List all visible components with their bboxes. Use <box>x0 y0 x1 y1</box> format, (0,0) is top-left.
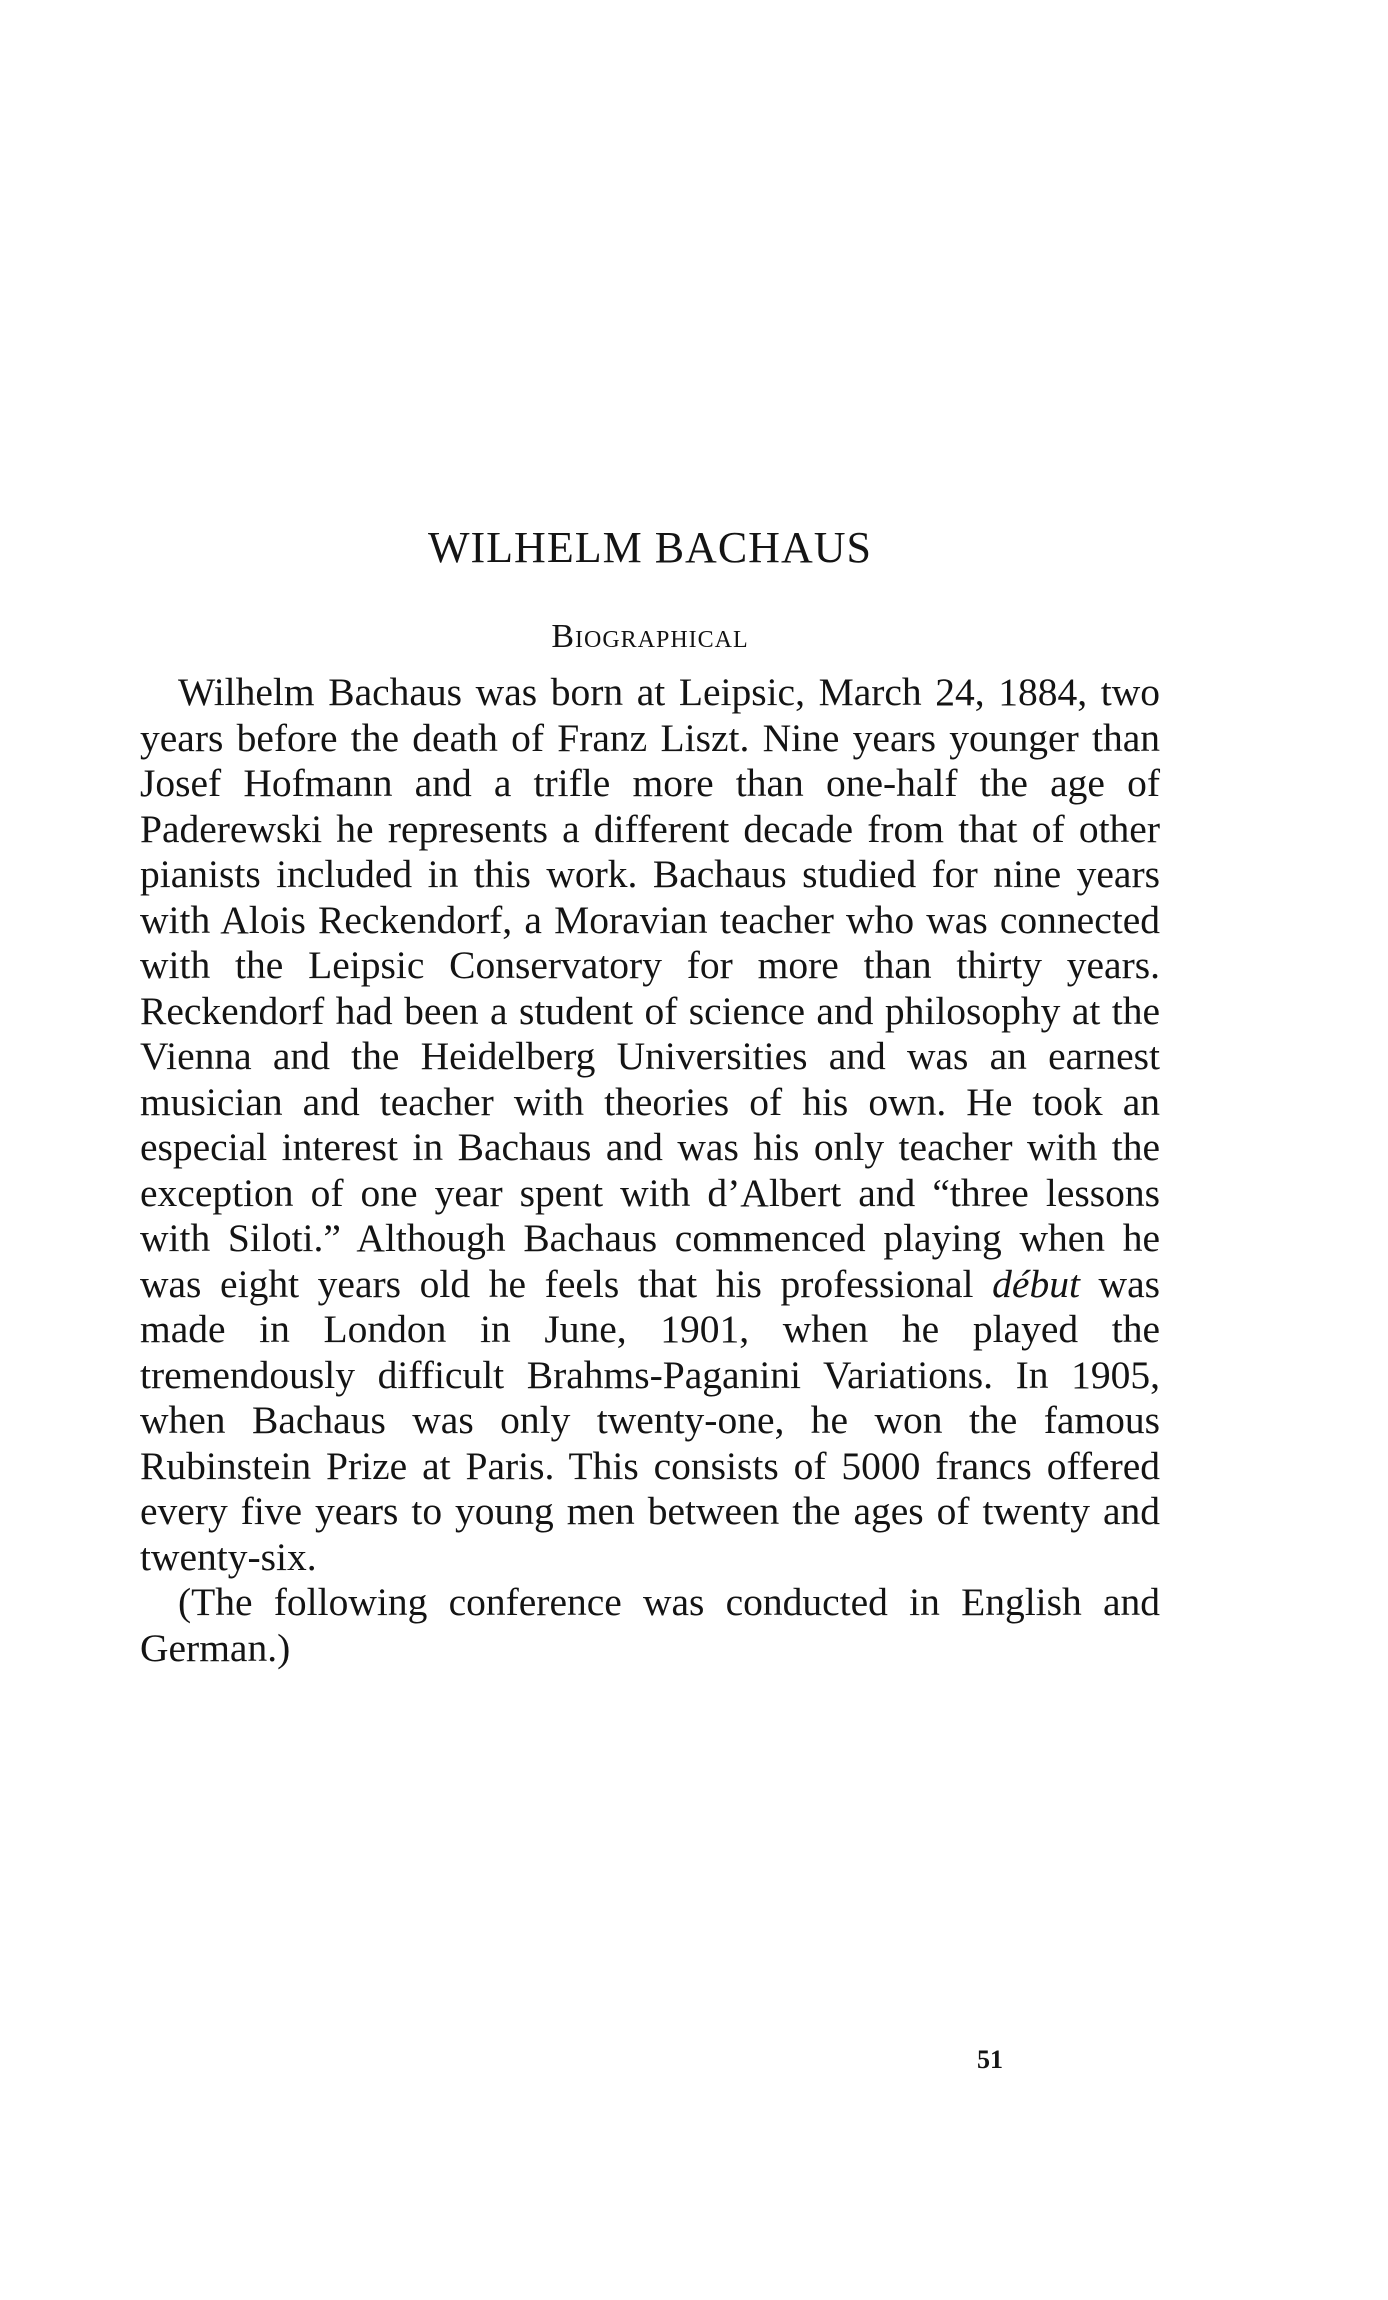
chapter-subtitle: Biographical <box>551 618 749 655</box>
body-text <box>140 670 1160 1671</box>
paragraph-biography-text-start: Wilhelm Bachaus was born at Leipsic, March 24, 1884, two years before the death of Franz Liszt. Nine years younger than Josef Hofmann and a trifle more than one-half the age of Paderewski he represents a different decade from that of other pianists included in this work. Bachaus studied for nine years with Alois Reckendorf, a Moravian teacher who was connected with the Leipsic Conservatory for more than thirty years. Reckendorf had been a student of science and philosophy at the Vienna and the Heidelberg Universities and was an earnest musician and teacher with theories of his own. He took an especial interest in Bachaus and was his only teacher with the exception of one year spent with d’Albert and “three lessons with Siloti.” Although Bachaus commenced playing when he was eight years old he feels that his professional <box>140 670 1160 1306</box>
chapter-title: WILHELM BACHAUS <box>428 523 872 572</box>
page-number: 51 <box>977 2045 1003 2074</box>
paragraph-conference-note: (The following conference was conducted in English and German.) <box>140 1580 1160 1670</box>
paragraph-biography <box>140 670 1160 1580</box>
paragraph-biography-text-end: was made in London in June, 1901, when he played the tremendously difficult Brahms-Paganini Variations. In 1905, when Bachaus was only twenty-one, he won the famous Rubinstein Prize at Paris. This consists of 5000 francs offered every five years to young men between the ages of twenty and twenty-six. <box>140 1261 1160 1579</box>
italic-word-debut: début <box>992 1261 1080 1306</box>
